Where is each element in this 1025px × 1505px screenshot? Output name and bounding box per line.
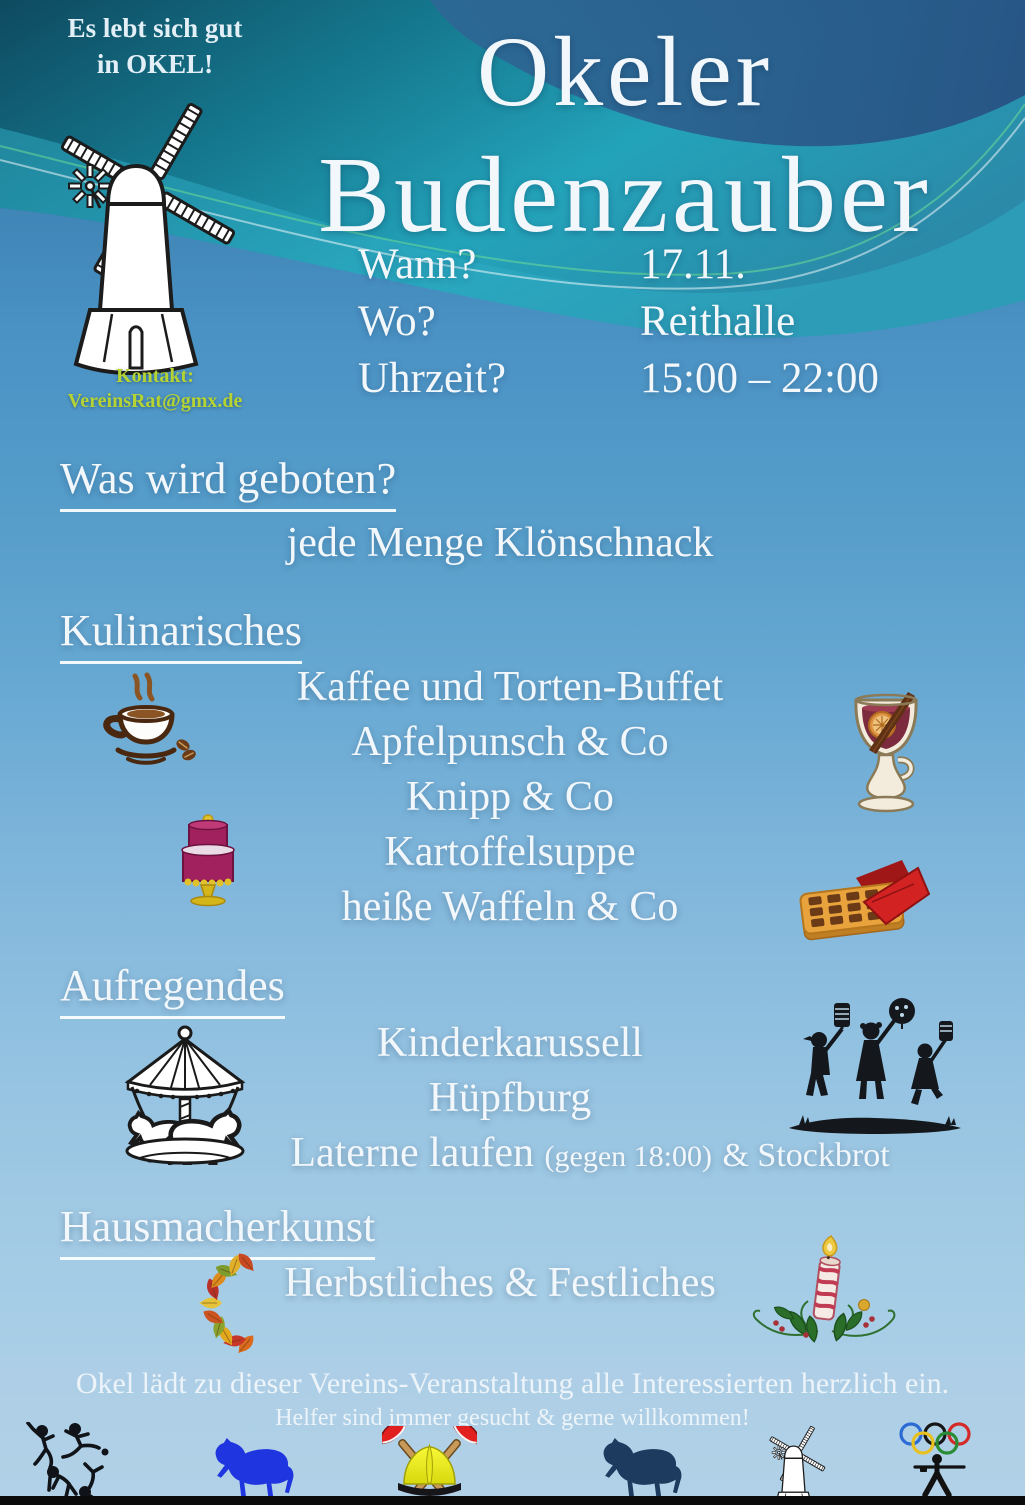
detail-value: Reithalle (640, 298, 796, 345)
list-item: Kaffee und Torten-Buffet (296, 664, 724, 710)
offer-subline: jede Menge Klönschnack (286, 520, 714, 566)
cake-icon (158, 810, 258, 910)
carousel-icon (110, 1025, 260, 1165)
lantern-children-icon (785, 995, 965, 1145)
list-item: Hüpfburg (428, 1075, 592, 1121)
event-details (358, 240, 879, 411)
footer-invitation: Okel lädt zu dieser Vereins-Veranstaltung alle Interessierten herzlich ein. (75, 1367, 950, 1400)
tagline-line1: Es lebt sich gut (67, 13, 243, 43)
autumn-leaves-icon (175, 1253, 260, 1353)
hausmacherkunst-line: Herbstliches & Festliches (284, 1260, 716, 1306)
list-item: Knipp & Co (406, 774, 614, 820)
page-title (225, 8, 1025, 256)
windmill-small-icon (766, 1418, 830, 1505)
punch-glass-icon (842, 692, 932, 827)
contact-label: Kontakt: (116, 365, 194, 387)
title-line1: Okeler (476, 16, 774, 127)
list-item: Apfelpunsch & Co (351, 719, 669, 765)
detail-row-when (358, 240, 879, 297)
detail-value: 15:00 – 22:00 (640, 355, 879, 402)
bottom-bar (0, 1496, 1025, 1505)
heading-offer: Was wird geboten? (60, 452, 396, 512)
coffee-icon (90, 672, 200, 772)
detail-label: Uhrzeit? (358, 355, 507, 402)
title-line2: Budenzauber (318, 136, 932, 255)
horse-blue-icon (208, 1437, 296, 1500)
lantern-note: (gegen 18:00) (544, 1140, 712, 1173)
list-item: heiße Waffeln & Co (341, 884, 679, 930)
fire-helmet-icon (382, 1426, 477, 1504)
detail-label: Wo? (358, 298, 436, 345)
contact (30, 364, 280, 414)
gymnasts-icon (25, 1422, 120, 1502)
detail-label: Wann? (358, 241, 477, 288)
list-item: Kartoffelsuppe (384, 829, 636, 875)
waffle-icon (790, 858, 930, 943)
candle-icon (748, 1235, 898, 1355)
detail-row-where (358, 297, 879, 354)
heading-aufregendes: Aufregendes (60, 959, 285, 1019)
lantern-suffix: & Stockbrot (722, 1137, 890, 1174)
detail-row-time (358, 354, 879, 411)
horse-navy-icon (594, 1437, 686, 1500)
windmill-icon (50, 78, 250, 378)
contact-email: VereinsRat@gmx.de (67, 390, 243, 412)
heading-hausmacherkunst: Hausmacherkunst (60, 1200, 375, 1260)
lantern-main: Laterne laufen (290, 1130, 535, 1176)
heading-kulinarisches: Kulinarisches (60, 604, 302, 664)
tagline-line2: in OKEL! (96, 49, 214, 79)
list-item: Kinderkarussell (377, 1020, 643, 1066)
detail-value: 17.11. (640, 241, 746, 288)
olympic-shooter-icon (897, 1422, 977, 1502)
footer-helpers: Helfer sind immer gesucht & gerne willkommen! (275, 1405, 750, 1431)
